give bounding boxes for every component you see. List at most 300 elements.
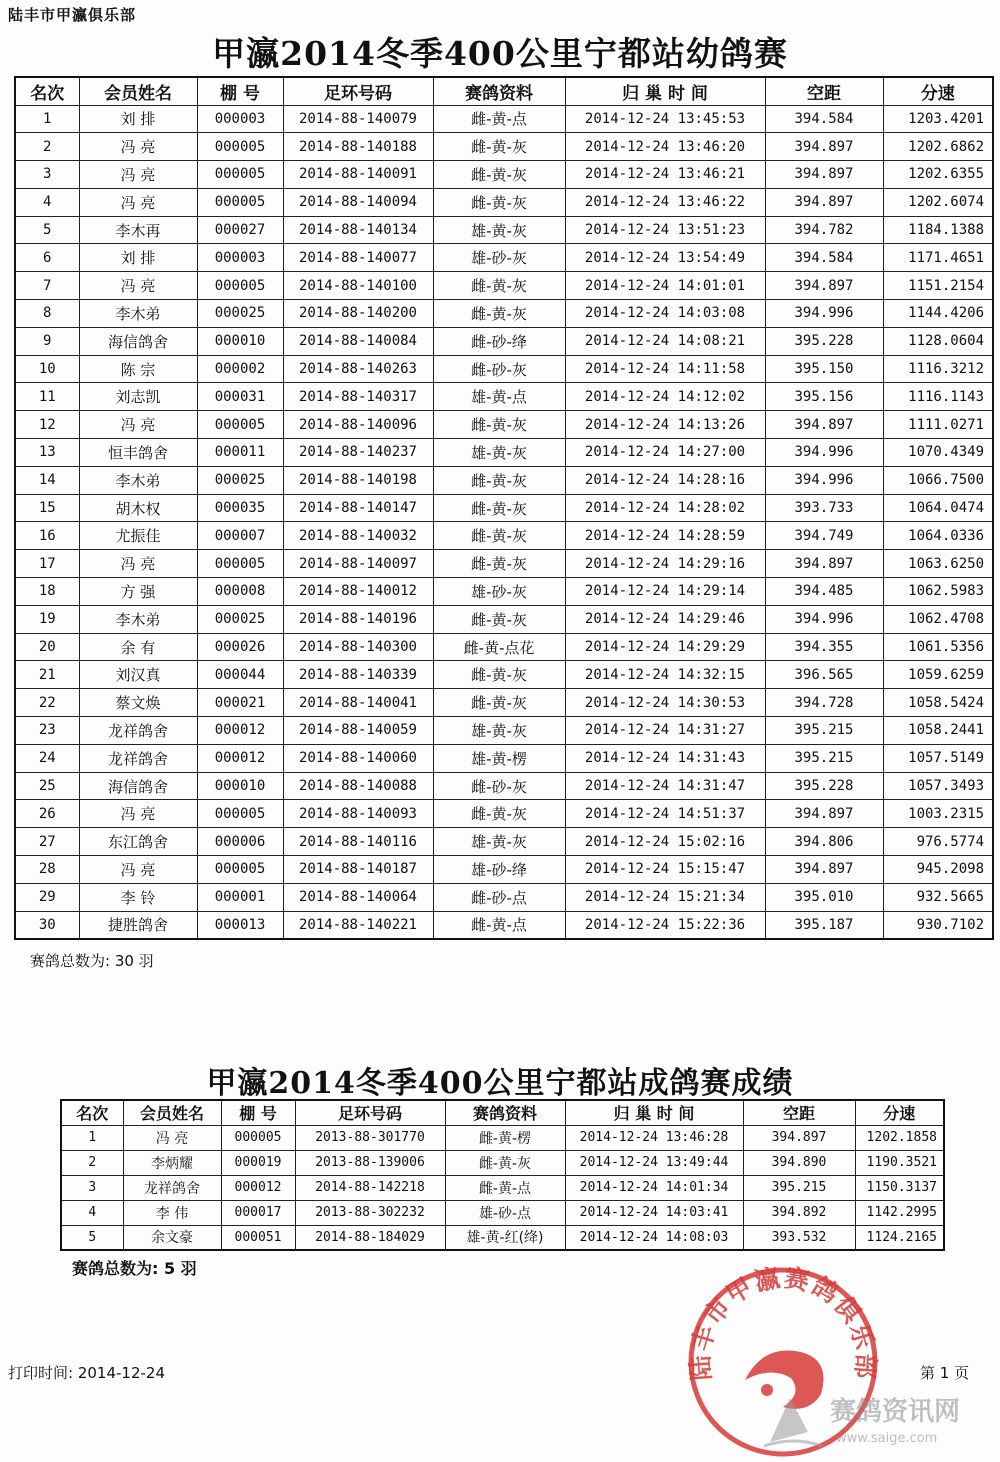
cell-ring-no: 2014-88-140059 bbox=[283, 717, 433, 745]
cell-ring-no: 2014-88-140084 bbox=[283, 327, 433, 355]
column-header-loft-no: 棚 号 bbox=[221, 1100, 295, 1125]
cell-speed: 1128.0604 bbox=[883, 327, 993, 355]
table-row bbox=[15, 772, 993, 800]
cell-speed: 1142.2995 bbox=[855, 1200, 944, 1225]
column-header-ring-no: 足环号码 bbox=[295, 1100, 445, 1125]
cell-arrival-time: 2014-12-24 13:46:21 bbox=[565, 161, 765, 189]
cell-speed: 976.5774 bbox=[883, 828, 993, 856]
cell-arrival-time: 2014-12-24 14:12:02 bbox=[565, 383, 765, 411]
table-row bbox=[15, 216, 993, 244]
cell-arrival-time: 2014-12-24 14:28:59 bbox=[565, 522, 765, 550]
cell-rank: 17 bbox=[15, 550, 79, 578]
cell-member-name: 捷胜鸽舍 bbox=[79, 911, 197, 939]
svg-text:www.saige.com: www.saige.com bbox=[836, 1431, 938, 1446]
cell-bird-info: 雌-黄-灰 bbox=[433, 161, 565, 189]
cell-rank: 10 bbox=[15, 355, 79, 383]
cell-distance: 395.150 bbox=[765, 355, 883, 383]
club-header: 陆丰市甲瀛俱乐部 bbox=[8, 6, 137, 24]
cell-arrival-time: 2014-12-24 15:15:47 bbox=[565, 856, 765, 884]
table-row bbox=[15, 244, 993, 272]
cell-ring-no: 2014-88-140097 bbox=[283, 550, 433, 578]
cell-distance: 394.996 bbox=[765, 300, 883, 328]
cell-member-name: 冯 亮 bbox=[79, 550, 197, 578]
svg-text:赛鸽资讯网: 赛鸽资讯网 bbox=[830, 1397, 961, 1427]
cell-arrival-time: 2014-12-24 13:49:44 bbox=[565, 1150, 743, 1175]
cell-distance: 394.897 bbox=[765, 411, 883, 439]
cell-distance: 394.897 bbox=[765, 272, 883, 300]
column-header-arrival-time: 归 巢 时 间 bbox=[565, 77, 765, 105]
column-header-member-name: 会员姓名 bbox=[79, 77, 197, 105]
column-header-speed: 分速 bbox=[883, 77, 993, 105]
cell-bird-info: 雌-黄-点 bbox=[445, 1175, 565, 1200]
cell-bird-info: 雌-黄-点 bbox=[433, 105, 565, 133]
table-row bbox=[15, 188, 993, 216]
table-header-row bbox=[15, 77, 993, 105]
cell-speed: 1003.2315 bbox=[883, 800, 993, 828]
cell-loft-no: 000005 bbox=[197, 411, 283, 439]
table-row bbox=[15, 578, 993, 606]
cell-arrival-time: 2014-12-24 15:22:36 bbox=[565, 911, 765, 939]
cell-speed: 1202.1858 bbox=[855, 1125, 944, 1150]
cell-loft-no: 000021 bbox=[197, 689, 283, 717]
column-header-bird-info: 赛鸽资料 bbox=[445, 1100, 565, 1125]
cell-rank: 16 bbox=[15, 522, 79, 550]
cell-loft-no: 000003 bbox=[197, 105, 283, 133]
cell-distance: 395.228 bbox=[765, 327, 883, 355]
cell-arrival-time: 2014-12-24 14:08:03 bbox=[565, 1225, 743, 1250]
cell-bird-info: 雌-砂-灰 bbox=[433, 355, 565, 383]
cell-loft-no: 000044 bbox=[197, 661, 283, 689]
cell-rank: 20 bbox=[15, 633, 79, 661]
cell-loft-no: 000011 bbox=[197, 439, 283, 467]
cell-bird-info: 雌-黄-灰 bbox=[433, 689, 565, 717]
cell-arrival-time: 2014-12-24 14:31:27 bbox=[565, 717, 765, 745]
table-row bbox=[15, 411, 993, 439]
table-row bbox=[15, 744, 993, 772]
cell-distance: 395.010 bbox=[765, 883, 883, 911]
cell-loft-no: 000005 bbox=[197, 133, 283, 161]
table-row bbox=[15, 494, 993, 522]
column-header-bird-info: 赛鸽资料 bbox=[433, 77, 565, 105]
adult-race-total: 赛鸽总数为: 5 羽 bbox=[72, 1259, 197, 1278]
cell-ring-no: 2014-88-140064 bbox=[283, 883, 433, 911]
cell-rank: 19 bbox=[15, 605, 79, 633]
young-race-results-table bbox=[14, 76, 994, 940]
cell-speed: 1070.4349 bbox=[883, 439, 993, 467]
table-row bbox=[15, 633, 993, 661]
cell-ring-no: 2014-88-140079 bbox=[283, 105, 433, 133]
cell-speed: 1062.5983 bbox=[883, 578, 993, 606]
cell-member-name: 冯 亮 bbox=[79, 188, 197, 216]
table-row bbox=[15, 883, 993, 911]
cell-rank: 30 bbox=[15, 911, 79, 939]
cell-bird-info: 雌-黄-灰 bbox=[433, 605, 565, 633]
cell-distance: 394.355 bbox=[765, 633, 883, 661]
cell-speed: 932.5665 bbox=[883, 883, 993, 911]
cell-bird-info: 雌-黄-点花 bbox=[433, 633, 565, 661]
cell-rank: 29 bbox=[15, 883, 79, 911]
cell-bird-info: 雄-黄-灰 bbox=[433, 439, 565, 467]
cell-speed: 1124.2165 bbox=[855, 1225, 944, 1250]
cell-bird-info: 雄-黄-灰 bbox=[433, 828, 565, 856]
cell-arrival-time: 2014-12-24 14:28:16 bbox=[565, 466, 765, 494]
cell-member-name: 海信鸽舍 bbox=[79, 772, 197, 800]
cell-arrival-time: 2014-12-24 14:01:01 bbox=[565, 272, 765, 300]
cell-ring-no: 2014-88-140060 bbox=[283, 744, 433, 772]
cell-bird-info: 雌-黄-点 bbox=[433, 911, 565, 939]
cell-loft-no: 000012 bbox=[221, 1175, 295, 1200]
cell-bird-info: 雄-砂-点 bbox=[445, 1200, 565, 1225]
cell-arrival-time: 2014-12-24 15:02:16 bbox=[565, 828, 765, 856]
table-row bbox=[15, 828, 993, 856]
cell-distance: 394.782 bbox=[765, 216, 883, 244]
table-row bbox=[15, 105, 993, 133]
cell-rank: 28 bbox=[15, 856, 79, 884]
cell-rank: 18 bbox=[15, 578, 79, 606]
cell-distance: 394.890 bbox=[743, 1150, 855, 1175]
cell-member-name: 李木再 bbox=[79, 216, 197, 244]
cell-member-name: 刘 排 bbox=[79, 244, 197, 272]
cell-ring-no: 2014-88-140196 bbox=[283, 605, 433, 633]
cell-bird-info: 雌-黄-灰 bbox=[433, 800, 565, 828]
cell-speed: 1062.4708 bbox=[883, 605, 993, 633]
cell-bird-info: 雌-黄-灰 bbox=[433, 494, 565, 522]
cell-distance: 394.485 bbox=[765, 578, 883, 606]
cell-speed: 1150.3137 bbox=[855, 1175, 944, 1200]
cell-member-name: 龙祥鸽舍 bbox=[79, 744, 197, 772]
cell-member-name: 李木弟 bbox=[79, 466, 197, 494]
cell-arrival-time: 2014-12-24 13:45:53 bbox=[565, 105, 765, 133]
cell-distance: 394.897 bbox=[765, 800, 883, 828]
cell-ring-no: 2014-88-140041 bbox=[283, 689, 433, 717]
table-row bbox=[15, 439, 993, 467]
cell-rank: 5 bbox=[15, 216, 79, 244]
cell-ring-no: 2014-88-140300 bbox=[283, 633, 433, 661]
cell-rank: 9 bbox=[15, 327, 79, 355]
cell-member-name: 龙祥鸽舍 bbox=[79, 717, 197, 745]
cell-bird-info: 雌-黄-灰 bbox=[433, 550, 565, 578]
cell-arrival-time: 2014-12-24 14:31:47 bbox=[565, 772, 765, 800]
cell-arrival-time: 2014-12-24 14:29:46 bbox=[565, 605, 765, 633]
table-row bbox=[15, 911, 993, 939]
cell-bird-info: 雌-黄-灰 bbox=[433, 300, 565, 328]
table-row bbox=[61, 1225, 944, 1250]
cell-distance: 393.733 bbox=[765, 494, 883, 522]
column-header-loft-no: 棚 号 bbox=[197, 77, 283, 105]
cell-loft-no: 000035 bbox=[197, 494, 283, 522]
cell-speed: 1058.2441 bbox=[883, 717, 993, 745]
cell-speed: 930.7102 bbox=[883, 911, 993, 939]
table-row bbox=[15, 161, 993, 189]
cell-arrival-time: 2014-12-24 14:29:29 bbox=[565, 633, 765, 661]
cell-speed: 945.2098 bbox=[883, 856, 993, 884]
cell-rank: 1 bbox=[61, 1125, 123, 1150]
cell-member-name: 胡木权 bbox=[79, 494, 197, 522]
cell-distance: 394.897 bbox=[765, 133, 883, 161]
saige-watermark bbox=[760, 1380, 1000, 1455]
cell-speed: 1202.6074 bbox=[883, 188, 993, 216]
cell-arrival-time: 2014-12-24 14:29:14 bbox=[565, 578, 765, 606]
table-row bbox=[61, 1150, 944, 1175]
cell-loft-no: 000026 bbox=[197, 633, 283, 661]
cell-loft-no: 000027 bbox=[197, 216, 283, 244]
cell-bird-info: 雄-黄-灰 bbox=[433, 216, 565, 244]
cell-member-name: 方 强 bbox=[79, 578, 197, 606]
cell-arrival-time: 2014-12-24 14:51:37 bbox=[565, 800, 765, 828]
cell-arrival-time: 2014-12-24 14:30:53 bbox=[565, 689, 765, 717]
cell-rank: 14 bbox=[15, 466, 79, 494]
column-header-rank: 名次 bbox=[61, 1100, 123, 1125]
cell-distance: 394.892 bbox=[743, 1200, 855, 1225]
cell-distance: 394.728 bbox=[765, 689, 883, 717]
cell-ring-no: 2014-88-140187 bbox=[283, 856, 433, 884]
cell-arrival-time: 2014-12-24 14:31:43 bbox=[565, 744, 765, 772]
cell-distance: 394.897 bbox=[743, 1125, 855, 1150]
cell-bird-info: 雌-黄-灰 bbox=[433, 188, 565, 216]
table-row bbox=[15, 133, 993, 161]
table-row bbox=[15, 383, 993, 411]
cell-member-name: 余文豪 bbox=[123, 1225, 221, 1250]
table-row bbox=[61, 1175, 944, 1200]
cell-member-name: 李木弟 bbox=[79, 300, 197, 328]
cell-loft-no: 000003 bbox=[197, 244, 283, 272]
column-header-member-name: 会员姓名 bbox=[123, 1100, 221, 1125]
cell-speed: 1184.1388 bbox=[883, 216, 993, 244]
cell-rank: 8 bbox=[15, 300, 79, 328]
cell-speed: 1203.4201 bbox=[883, 105, 993, 133]
table-row bbox=[15, 300, 993, 328]
cell-rank: 4 bbox=[61, 1200, 123, 1225]
cell-distance: 394.897 bbox=[765, 856, 883, 884]
cell-speed: 1061.5356 bbox=[883, 633, 993, 661]
cell-speed: 1151.2154 bbox=[883, 272, 993, 300]
cell-loft-no: 000051 bbox=[221, 1225, 295, 1250]
cell-bird-info: 雌-砂-灰 bbox=[433, 772, 565, 800]
cell-loft-no: 000005 bbox=[197, 272, 283, 300]
cell-distance: 394.897 bbox=[765, 161, 883, 189]
cell-rank: 26 bbox=[15, 800, 79, 828]
cell-speed: 1202.6862 bbox=[883, 133, 993, 161]
cell-distance: 395.228 bbox=[765, 772, 883, 800]
cell-rank: 5 bbox=[61, 1225, 123, 1250]
cell-ring-no: 2014-88-140339 bbox=[283, 661, 433, 689]
cell-loft-no: 000001 bbox=[197, 883, 283, 911]
cell-member-name: 东江鸽舍 bbox=[79, 828, 197, 856]
cell-ring-no: 2013-88-301770 bbox=[295, 1125, 445, 1150]
cell-ring-no: 2014-88-142218 bbox=[295, 1175, 445, 1200]
cell-rank: 3 bbox=[61, 1175, 123, 1200]
table-row bbox=[15, 856, 993, 884]
cell-rank: 13 bbox=[15, 439, 79, 467]
cell-ring-no: 2014-88-140188 bbox=[283, 133, 433, 161]
cell-ring-no: 2014-88-140317 bbox=[283, 383, 433, 411]
young-race-title: 甲瀛2014冬季400公里宁都站幼鸽赛 bbox=[212, 34, 788, 73]
cell-loft-no: 000025 bbox=[197, 466, 283, 494]
cell-speed: 1116.1143 bbox=[883, 383, 993, 411]
column-header-speed: 分速 bbox=[855, 1100, 944, 1125]
cell-loft-no: 000007 bbox=[197, 522, 283, 550]
table-row bbox=[15, 550, 993, 578]
cell-member-name: 尤振佳 bbox=[79, 522, 197, 550]
cell-speed: 1057.5149 bbox=[883, 744, 993, 772]
cell-loft-no: 000005 bbox=[197, 856, 283, 884]
column-header-arrival-time: 归 巢 时 间 bbox=[565, 1100, 743, 1125]
cell-speed: 1059.6259 bbox=[883, 661, 993, 689]
cell-member-name: 龙祥鸽舍 bbox=[123, 1175, 221, 1200]
table-row bbox=[61, 1200, 944, 1225]
cell-speed: 1190.3521 bbox=[855, 1150, 944, 1175]
cell-rank: 22 bbox=[15, 689, 79, 717]
cell-loft-no: 000006 bbox=[197, 828, 283, 856]
cell-distance: 395.156 bbox=[765, 383, 883, 411]
cell-loft-no: 000019 bbox=[221, 1150, 295, 1175]
table-row bbox=[15, 466, 993, 494]
cell-rank: 25 bbox=[15, 772, 79, 800]
table-row bbox=[15, 800, 993, 828]
cell-ring-no: 2014-88-140093 bbox=[283, 800, 433, 828]
cell-loft-no: 000031 bbox=[197, 383, 283, 411]
cell-rank: 21 bbox=[15, 661, 79, 689]
cell-arrival-time: 2014-12-24 14:01:34 bbox=[565, 1175, 743, 1200]
cell-member-name: 李 伟 bbox=[123, 1200, 221, 1225]
cell-rank: 23 bbox=[15, 717, 79, 745]
cell-loft-no: 000008 bbox=[197, 578, 283, 606]
cell-ring-no: 2014-88-140094 bbox=[283, 188, 433, 216]
cell-ring-no: 2014-88-140263 bbox=[283, 355, 433, 383]
cell-bird-info: 雄-黄-红(绛) bbox=[445, 1225, 565, 1250]
cell-ring-no: 2014-88-140077 bbox=[283, 244, 433, 272]
cell-rank: 7 bbox=[15, 272, 79, 300]
adult-race-title: 甲瀛2014冬季400公里宁都站成鸽赛成绩 bbox=[206, 1066, 794, 1101]
cell-ring-no: 2014-88-140100 bbox=[283, 272, 433, 300]
cell-member-name: 恒丰鸽舍 bbox=[79, 439, 197, 467]
cell-rank: 11 bbox=[15, 383, 79, 411]
table-row bbox=[15, 605, 993, 633]
table-row bbox=[15, 689, 993, 717]
cell-rank: 3 bbox=[15, 161, 79, 189]
cell-loft-no: 000025 bbox=[197, 605, 283, 633]
table-row bbox=[15, 717, 993, 745]
cell-ring-no: 2013-88-302232 bbox=[295, 1200, 445, 1225]
cell-loft-no: 000012 bbox=[197, 744, 283, 772]
cell-member-name: 李炳耀 bbox=[123, 1150, 221, 1175]
cell-member-name: 冯 亮 bbox=[79, 272, 197, 300]
cell-distance: 395.215 bbox=[765, 717, 883, 745]
cell-member-name: 刘 排 bbox=[79, 105, 197, 133]
cell-member-name: 刘志凯 bbox=[79, 383, 197, 411]
cell-member-name: 冯 亮 bbox=[79, 411, 197, 439]
cell-ring-no: 2014-88-140091 bbox=[283, 161, 433, 189]
table-row bbox=[15, 355, 993, 383]
cell-loft-no: 000010 bbox=[197, 327, 283, 355]
cell-member-name: 冯 亮 bbox=[79, 133, 197, 161]
cell-arrival-time: 2014-12-24 13:54:49 bbox=[565, 244, 765, 272]
cell-loft-no: 000005 bbox=[197, 161, 283, 189]
cell-speed: 1064.0474 bbox=[883, 494, 993, 522]
cell-speed: 1116.3212 bbox=[883, 355, 993, 383]
cell-arrival-time: 2014-12-24 13:46:20 bbox=[565, 133, 765, 161]
cell-bird-info: 雌-黄-楞 bbox=[445, 1125, 565, 1150]
cell-ring-no: 2014-88-140147 bbox=[283, 494, 433, 522]
cell-ring-no: 2014-88-140134 bbox=[283, 216, 433, 244]
cell-distance: 394.806 bbox=[765, 828, 883, 856]
cell-bird-info: 雄-黄-灰 bbox=[433, 717, 565, 745]
table-row bbox=[15, 272, 993, 300]
cell-loft-no: 000005 bbox=[197, 800, 283, 828]
cell-loft-no: 000005 bbox=[197, 188, 283, 216]
cell-member-name: 李木弟 bbox=[79, 605, 197, 633]
column-header-distance: 空距 bbox=[765, 77, 883, 105]
cell-bird-info: 雌-黄-灰 bbox=[433, 272, 565, 300]
cell-ring-no: 2014-88-140088 bbox=[283, 772, 433, 800]
cell-member-name: 刘汉真 bbox=[79, 661, 197, 689]
cell-arrival-time: 2014-12-24 14:29:16 bbox=[565, 550, 765, 578]
cell-bird-info: 雄-黄-楞 bbox=[433, 744, 565, 772]
cell-arrival-time: 2014-12-24 14:32:15 bbox=[565, 661, 765, 689]
cell-arrival-time: 2014-12-24 14:03:41 bbox=[565, 1200, 743, 1225]
cell-distance: 394.996 bbox=[765, 439, 883, 467]
cell-rank: 2 bbox=[15, 133, 79, 161]
cell-speed: 1063.6250 bbox=[883, 550, 993, 578]
cell-ring-no: 2014-88-140012 bbox=[283, 578, 433, 606]
cell-bird-info: 雌-黄-灰 bbox=[445, 1150, 565, 1175]
cell-loft-no: 000005 bbox=[197, 550, 283, 578]
cell-ring-no: 2014-88-140116 bbox=[283, 828, 433, 856]
cell-distance: 394.584 bbox=[765, 105, 883, 133]
cell-rank: 6 bbox=[15, 244, 79, 272]
cell-loft-no: 000013 bbox=[197, 911, 283, 939]
cell-arrival-time: 2014-12-24 15:21:34 bbox=[565, 883, 765, 911]
cell-distance: 394.897 bbox=[765, 550, 883, 578]
cell-member-name: 冯 亮 bbox=[79, 800, 197, 828]
cell-bird-info: 雌-黄-灰 bbox=[433, 466, 565, 494]
cell-arrival-time: 2014-12-24 14:13:26 bbox=[565, 411, 765, 439]
table-row bbox=[15, 327, 993, 355]
cell-loft-no: 000010 bbox=[197, 772, 283, 800]
cell-loft-no: 000002 bbox=[197, 355, 283, 383]
cell-ring-no: 2014-88-140096 bbox=[283, 411, 433, 439]
cell-arrival-time: 2014-12-24 14:27:00 bbox=[565, 439, 765, 467]
cell-arrival-time: 2014-12-24 13:46:28 bbox=[565, 1125, 743, 1150]
cell-distance: 394.749 bbox=[765, 522, 883, 550]
cell-bird-info: 雄-黄-点 bbox=[433, 383, 565, 411]
cell-ring-no: 2014-88-140198 bbox=[283, 466, 433, 494]
cell-arrival-time: 2014-12-24 14:03:08 bbox=[565, 300, 765, 328]
cell-distance: 394.996 bbox=[765, 466, 883, 494]
cell-speed: 1057.3493 bbox=[883, 772, 993, 800]
cell-rank: 2 bbox=[61, 1150, 123, 1175]
cell-member-name: 蔡文焕 bbox=[79, 689, 197, 717]
cell-bird-info: 雄-砂-绛 bbox=[433, 856, 565, 884]
cell-distance: 395.215 bbox=[765, 744, 883, 772]
cell-ring-no: 2014-88-140200 bbox=[283, 300, 433, 328]
table-header-row bbox=[61, 1100, 944, 1125]
print-time: 打印时间: 2014-12-24 bbox=[8, 1364, 165, 1382]
young-race-total: 赛鸽总数为: 30 羽 bbox=[30, 952, 154, 970]
cell-bird-info: 雌-黄-灰 bbox=[433, 411, 565, 439]
cell-member-name: 海信鸽舍 bbox=[79, 327, 197, 355]
cell-speed: 1171.4651 bbox=[883, 244, 993, 272]
cell-ring-no: 2014-88-184029 bbox=[295, 1225, 445, 1250]
cell-bird-info: 雌-黄-灰 bbox=[433, 661, 565, 689]
cell-loft-no: 000005 bbox=[221, 1125, 295, 1150]
cell-distance: 396.565 bbox=[765, 661, 883, 689]
cell-arrival-time: 2014-12-24 14:28:02 bbox=[565, 494, 765, 522]
cell-ring-no: 2014-88-140032 bbox=[283, 522, 433, 550]
page-number: 第 1 页 bbox=[920, 1364, 970, 1382]
cell-arrival-time: 2014-12-24 14:08:21 bbox=[565, 327, 765, 355]
column-header-distance: 空距 bbox=[743, 1100, 855, 1125]
